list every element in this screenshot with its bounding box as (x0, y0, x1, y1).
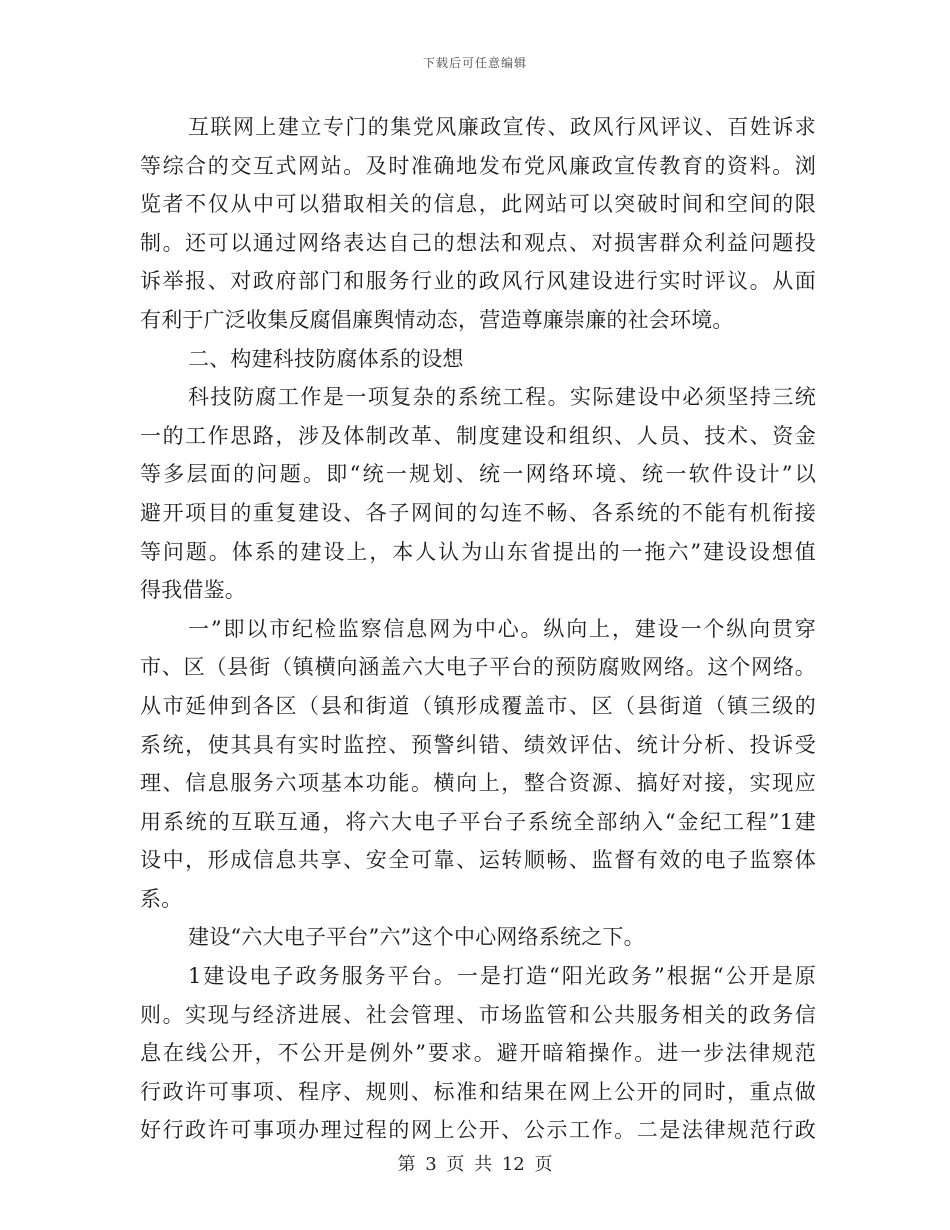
text-line: 好行政许可事项办理过程的网上公开、公示工作。二是法律规范行政 (140, 1118, 816, 1143)
text-line: 一”即以市纪检监察信息网为中心。纵向上，建设一个纵向贯穿 (188, 616, 816, 641)
text-line: 从市延伸到各区（县和街道（镇形成覆盖市、区（县街道（镇三级的 (140, 693, 816, 718)
text-line: 等问题。体系的建设上，本人认为山东省提出的一拖六”建设设想值 (140, 539, 816, 564)
text-line: 有利于广泛收集反腐倡廉舆情动态，营造尊廉崇廉的社会环境。 (140, 307, 734, 332)
text-line: 得我借鉴。 (140, 578, 246, 603)
text-line: 互联网上建立专门的集党风廉政宣传、政风行风评议、百姓诉求 (188, 115, 816, 139)
text-line: 行政许可事项、程序、规则、标准和结果在网上公开的同时，重点做 (140, 1079, 816, 1104)
text-line: 览者不仅从中可以猎取相关的信息，此网站可以突破时间和空间的限 (140, 192, 816, 217)
text-line: 设中，形成信息共享、安全可靠、运转顺畅、监督有效的电子监察体 (140, 848, 816, 873)
text-line: 系。 (140, 886, 183, 911)
document-body (140, 108, 816, 1150)
text-line: 1建设电子政务服务平台。一是打造“阳光政务”根据“公开是原 (188, 964, 816, 989)
section-heading: 二、构建科技防腐体系的设想 (188, 346, 464, 371)
text-line: 避开项目的重复建设、各子网间的勾连不畅、各系统的不能有机衔接 (140, 500, 816, 525)
page-header: 下载后可任意编辑 (422, 56, 527, 70)
text-line: 市、区（县街（镇横向涵盖六大电子平台的预防腐败网络。这个网络。 (140, 655, 816, 680)
text-line: 等综合的交互式网站。及时准确地发布党风廉政宣传教育的资料。浏 (140, 153, 816, 178)
text-line: 建设“六大电子平台”六”这个中心网络系统之下。 (188, 925, 645, 950)
text-line: 则。实现与经济进展、社会管理、市场监管和公共服务相关的政务信 (140, 1002, 816, 1027)
text-line: 息在线公开，不公开是例外”要求。避开暗箱操作。进一步法律规范 (140, 1041, 816, 1066)
text-line: 等多层面的问题。即“统一规划、统一网络环境、统一软件设计”以 (140, 462, 816, 487)
page-number: 第 3 页 共 12 页 (397, 1154, 553, 1175)
text-line: 理、信息服务六项基本功能。横向上，整合资源、搞好对接，实现应 (140, 771, 816, 796)
text-line: 系统，使其具有实时监控、预警纠错、绩效评估、统计分析、投诉受 (140, 732, 816, 757)
text-line: 诉举报、对政府部门和服务行业的政风行风建设进行实时评议。从面 (140, 269, 816, 294)
text-line: 用系统的互联互通，将六大电子平台子系统全部纳入“金纪工程”1建 (140, 809, 816, 834)
text-line: 一的工作思路，涉及体制改革、制度建设和组织、人员、技术、资金 (140, 423, 816, 448)
text-line: 科技防腐工作是一项复杂的系统工程。实际建设中必须坚持三统 (188, 385, 816, 410)
text-line: 制。还可以通过网络表达自己的想法和观点、对损害群众利益问题投 (140, 230, 816, 255)
